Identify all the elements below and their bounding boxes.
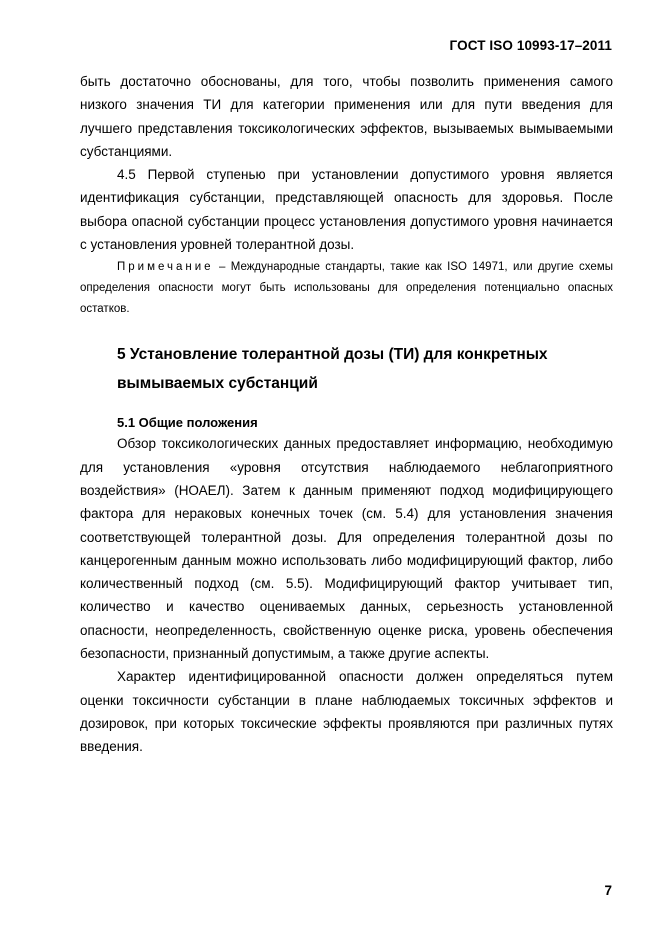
paragraph-5-1-overview: Обзор токсикологических данных предоставляет информацию, необходимую для установления «уровня отсутствия наблюдаемого неблагоприятного воздействия» (НОАЕЛ). Затем к данным применяют подход модифицирующего фактора для нераковых конечных точек (см. 5.4) для установления значения соответствующей толерантной дозы. Для определения толерантной дозы по канцерогенным данным можно использовать либо модифицирующий фактор, либо количественный подход (см. 5.5). Модифицирующий фактор учитывает тип, количество и качество оцениваемых данных, серьезность установленной опасности, неопределенность, свойственную оценке риска, уровень обеспечения безопасности, признанный допустимым, а также другие аспекты. [80, 436, 613, 662]
paragraph-continuation: быть достаточно обоснованы, для того, чтобы позволить применения самого низкого значения ТИ для категории применения или для пути введения для лучшего представления токсикологических эффектов, вызываемых вымываемыми субстанциями. [80, 74, 613, 159]
note [80, 257, 613, 320]
section-5-heading: 5 Установление толерантной дозы (ТИ) для конкретных вымываемых субстанций [117, 346, 548, 392]
document-header: ГОСТ ISO 10993-17–2011 [449, 38, 612, 53]
note-text: – Международные стандарты, такие как ISO 14971, или другие схемы определения опасности могут быть использованы для определения потенциально опасных остатков. [80, 261, 613, 316]
page-number: 7 [604, 883, 612, 898]
page-content [80, 70, 613, 759]
paragraph-4-5: 4.5 Первой ступенью при установлении допустимого уровня является идентификация субстанции, представляющей опасность для здоровья. После выбора опасной субстанции процесс установления допустимого уровня начинается с установления уровней толерантной дозы. [80, 167, 613, 253]
note-label: Примечание [117, 261, 214, 274]
paragraph-5-1-hazard: Характер идентифицированной опасности должен определяться путем оценки токсичности субстанции в плане наблюдаемых токсичных эффектов и дозировок, при которых токсические эффекты проявляются при различных путях введения. [80, 669, 613, 755]
section-5-1-heading: 5.1 Общие положения [117, 415, 258, 431]
